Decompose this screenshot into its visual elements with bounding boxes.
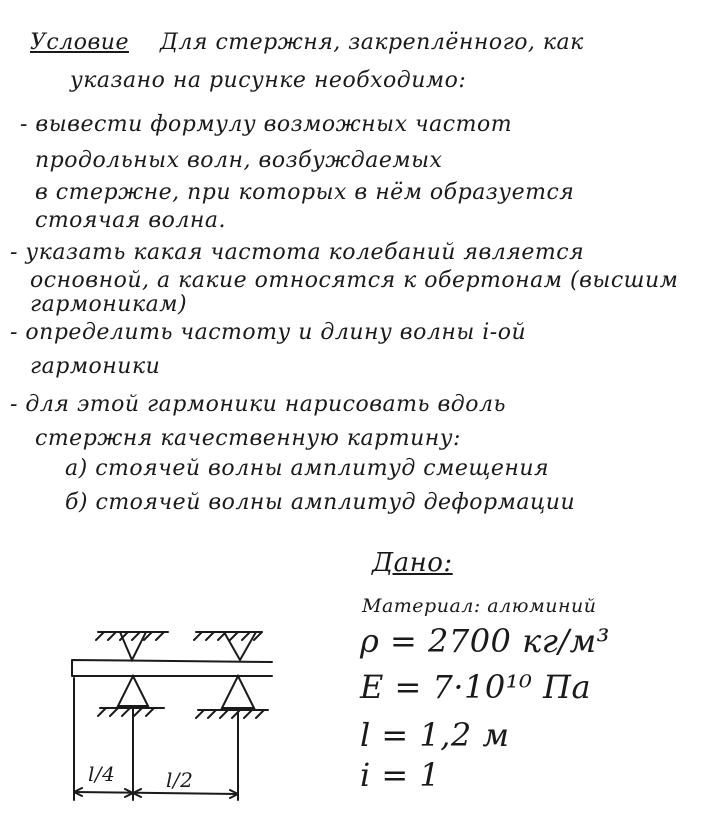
given-density: ρ = 2700 кг/м³ xyxy=(360,622,610,660)
given-harmonic-number: i = 1 xyxy=(360,756,441,794)
condition-label: Условие xyxy=(30,30,129,55)
task-2-line-3: гармоникам) xyxy=(30,292,188,317)
task-1-line-3: в стержне, при которых в нём образуется xyxy=(35,180,575,205)
condition-intro-line-1: Для стержня, закреплённого, как xyxy=(160,30,584,55)
given-title: Дано: xyxy=(372,548,453,578)
dimension-label-left: l/4 xyxy=(88,762,116,786)
dimension-line xyxy=(74,792,238,794)
task-3-line-1: - определить частоту и длину волны i-ой xyxy=(10,320,527,345)
task-4-line-2: стержня качественную картину: xyxy=(35,426,461,451)
condition-intro-line-2: указано на рисунке необходимо: xyxy=(70,68,467,93)
given-youngs-modulus: E = 7·10¹⁰ Па xyxy=(360,668,592,706)
dimension-label-right: l/2 xyxy=(166,768,194,792)
task-4-line-3: а) стоячей волны амплитуд смещения xyxy=(65,456,550,481)
clamp-right-lower xyxy=(222,676,254,708)
task-4-line-1: - для этой гармоники нарисовать вдоль xyxy=(10,392,506,417)
task-4-line-4: б) стоячей волны амплитуд деформации xyxy=(65,490,576,515)
task-1-line-1: - вывести формулу возможных частот xyxy=(20,112,513,137)
clamp-left-lower xyxy=(118,676,148,706)
task-1-line-4: стоячая волна. xyxy=(35,208,227,233)
lower-support-left xyxy=(98,708,164,716)
clamp-right-upper xyxy=(224,632,256,660)
task-2-line-2: основной, а какие относятся к обертонам (высшим xyxy=(30,268,679,293)
task-3-line-2: гармоники xyxy=(30,354,161,379)
lower-support-right xyxy=(196,710,268,718)
rod xyxy=(72,660,272,676)
task-1-line-2: продольных волн, возбуждаемых xyxy=(35,148,443,173)
task-2-line-1: - указать какая частота колебаний является xyxy=(10,240,585,265)
upper-support-left xyxy=(96,632,168,640)
given-material: Материал: алюминий xyxy=(362,595,597,617)
given-length: l = 1,2 м xyxy=(360,716,510,754)
